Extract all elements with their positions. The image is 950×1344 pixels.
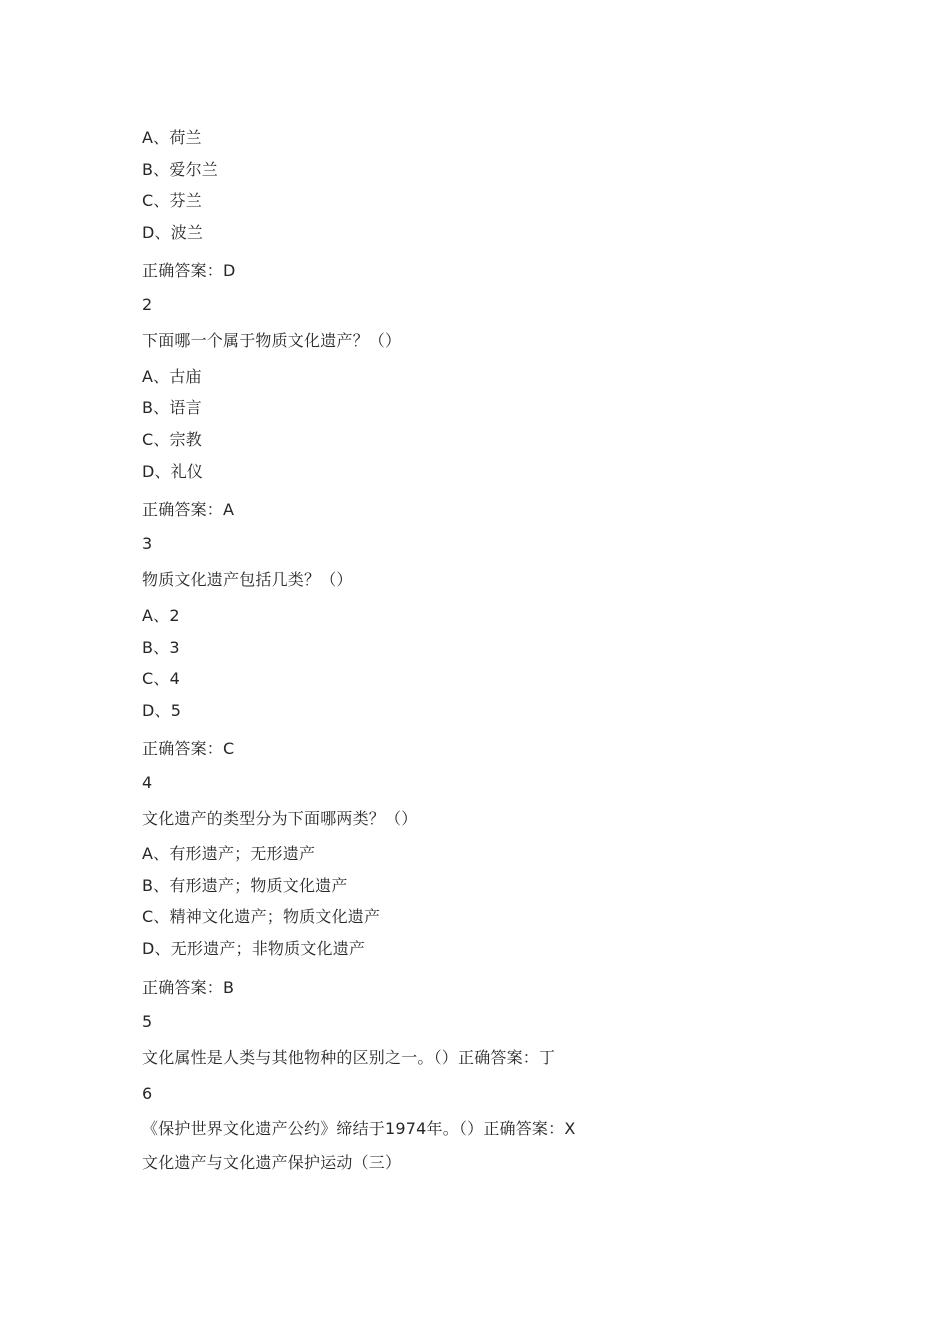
q4-option-a: A、有形遗产；无形遗产 xyxy=(142,844,316,863)
q5-number: 5 xyxy=(142,1012,153,1031)
q4-answer: 正确答案：B xyxy=(142,978,235,997)
q1-answer: 正确答案：D xyxy=(142,261,236,280)
section-title: 文化遗产与文化遗产保护运动（三） xyxy=(142,1153,402,1172)
q3-option-b: B、3 xyxy=(142,638,180,657)
q2-answer: 正确答案：A xyxy=(142,500,235,519)
q4-option-c: C、精神文化遗产；物质文化遗产 xyxy=(142,907,381,926)
q1-option-d: D、波兰 xyxy=(142,223,204,242)
q2-option-b: B、语言 xyxy=(142,398,202,417)
q4-option-b: B、有形遗产；物质文化遗产 xyxy=(142,876,348,895)
q5-question: 文化属性是人类与其他物种的区别之一。（）正确答案：丁 xyxy=(142,1048,556,1067)
q6-number: 6 xyxy=(142,1084,153,1103)
q3-answer: 正确答案：C xyxy=(142,739,235,758)
q2-question: 下面哪一个属于物质文化遗产？（） xyxy=(142,331,402,350)
q3-option-c: C、4 xyxy=(142,669,180,688)
q1-option-c: C、芬兰 xyxy=(142,191,202,210)
q4-question: 文化遗产的类型分为下面哪两类？（） xyxy=(142,809,418,828)
q3-option-a: A、2 xyxy=(142,606,180,625)
q3-question: 物质文化遗产包括几类？（） xyxy=(142,570,353,589)
q4-number: 4 xyxy=(142,773,153,792)
q4-option-d: D、无形遗产；非物质文化遗产 xyxy=(142,939,366,958)
q6-question: 《保护世界文化遗产公约》缔结于1974年。（）正确答案：X xyxy=(142,1119,576,1138)
q2-option-d: D、礼仪 xyxy=(142,462,204,481)
q2-option-c: C、宗教 xyxy=(142,430,202,449)
q3-number: 3 xyxy=(142,534,153,553)
q3-option-d: D、5 xyxy=(142,701,182,720)
q2-number: 2 xyxy=(142,295,153,314)
q1-option-b: B、爱尔兰 xyxy=(142,160,218,179)
q1-option-a: A、荷兰 xyxy=(142,128,202,147)
q2-option-a: A、古庙 xyxy=(142,367,202,386)
